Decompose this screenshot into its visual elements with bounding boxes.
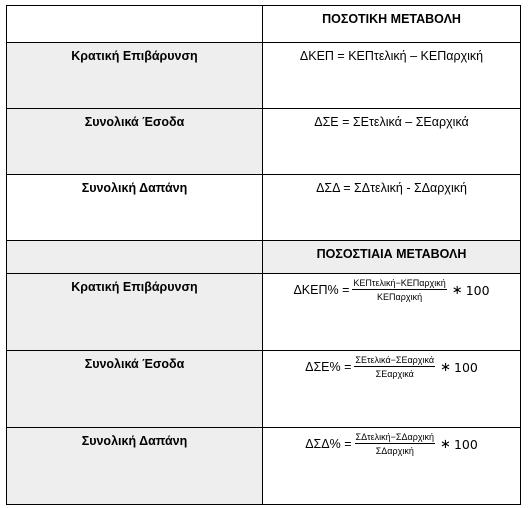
table-row: [7, 274, 521, 351]
fraction: [354, 355, 435, 379]
fraction: [352, 278, 446, 302]
denominator: ΚΕΠαρχική: [377, 292, 423, 302]
table-row: [7, 109, 521, 175]
formula-cell: ΔΣΔ = ΣΔτελική - ΣΔαρχική: [263, 175, 521, 241]
row-label: Συνολική Δαπάνη: [7, 428, 263, 505]
formula-prefix: ΔΣΕ% =: [305, 360, 352, 374]
row-label: Κρατική Επιβάρυνση: [7, 43, 263, 109]
table-row: [7, 6, 521, 43]
header-percentage-change: ΠΟΣΟΣΤΙΑΙΑ ΜΕΤΑΒΟΛΗ: [263, 241, 521, 274]
multiply-sign: ∗: [451, 282, 463, 298]
table-row: [7, 43, 521, 109]
factor: 100: [465, 282, 490, 298]
multiply-sign: ∗: [440, 359, 452, 375]
multiply-sign: ∗: [440, 436, 451, 452]
numerator: ΚΕΠτελική−ΚΕΠαρχική: [353, 278, 446, 288]
formula-cell: ΔΚΕΠ = ΚΕΠτελική – ΚΕΠαρχική: [263, 43, 521, 109]
formula-cell: ΔΣΕ = ΣΕτελικά – ΣΕαρχικά: [263, 109, 521, 175]
table-row: [7, 241, 521, 274]
fraction: [355, 432, 436, 456]
header-quantitative-change: ΠΟΣΟΤΙΚΗ ΜΕΤΑΒΟΛΗ: [263, 6, 521, 43]
denominator: ΣΔαρχική: [375, 446, 414, 456]
fraction-formula: [305, 355, 478, 379]
factor: 100: [453, 436, 478, 452]
table-row: [7, 175, 521, 241]
numerator: ΣΕτελικά−ΣΕαρχικά: [355, 355, 435, 365]
fraction-formula: [293, 278, 489, 302]
numerator: ΣΔτελική−ΣΔαρχική: [355, 432, 435, 442]
table-row: [7, 351, 521, 428]
empty-header-cell: [7, 241, 263, 274]
table-row: [7, 428, 521, 505]
empty-header-cell: [7, 6, 263, 43]
row-label: Συνολικά Έσοδα: [7, 109, 263, 175]
formula-cell: [263, 351, 521, 428]
row-label: Συνολική Δαπάνη: [7, 175, 263, 241]
row-label: Κρατική Επιβάρυνση: [7, 274, 263, 351]
factor: 100: [454, 359, 478, 375]
formula-cell: [263, 274, 521, 351]
formula-prefix: ΔΣΔ% =: [305, 437, 352, 451]
denominator: ΣΕαρχικά: [375, 369, 414, 379]
formula-prefix: ΔΚΕΠ% =: [293, 283, 350, 297]
formulas-table: [6, 5, 521, 505]
formula-cell: [263, 428, 521, 505]
fraction-formula: [305, 432, 478, 456]
row-label: Συνολικά Έσοδα: [7, 351, 263, 428]
